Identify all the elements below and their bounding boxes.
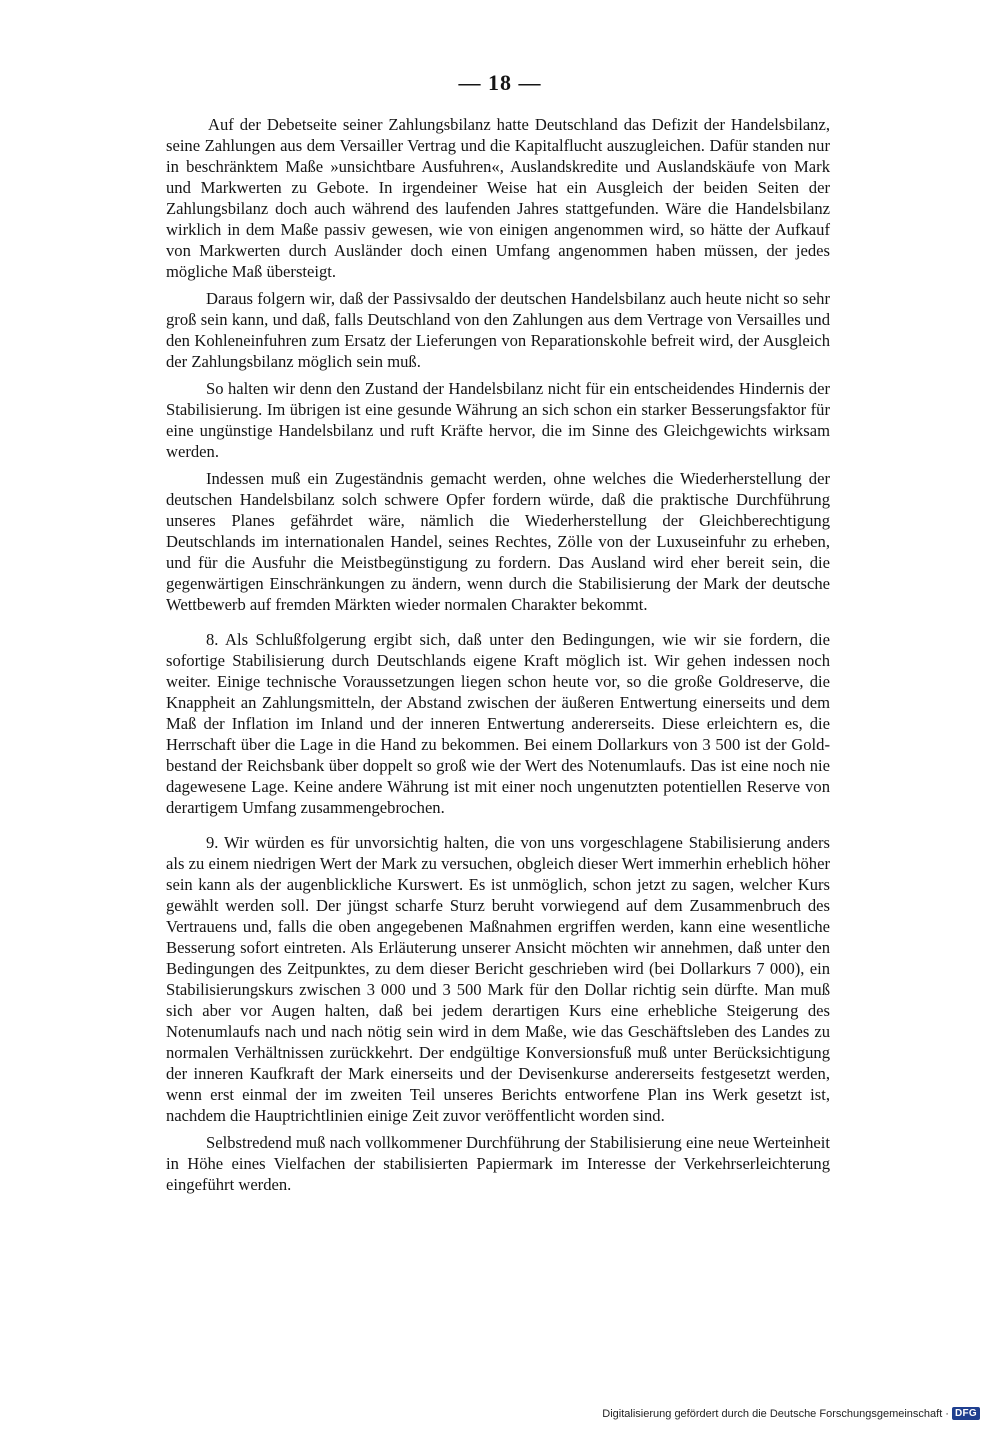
- body-text: [166, 114, 830, 1201]
- paragraph-2: Daraus folgern wir, daß der Passivsaldo der deutschen Handelsbilanz auch heute nicht so sehr groß sein kann, und daß, falls Deutschland von den Zahlungen aus dem Vertrage von Versailles und den Kohleneinfuhren zum Ersatz der Lieferungen von Reparationskohle befreit wird, der Ausgleich der Zahlungsbilanz möglich sein muß.: [166, 289, 830, 371]
- dfg-logo-icon: DFG: [952, 1407, 980, 1420]
- page-number: — 18 —: [458, 70, 542, 95]
- paragraph-1: Auf der Debetseite seiner Zahlungsbilanz hatte Deutschland das Defizit der Handelsbilanz, seine Zahlungen aus dem Versailler Vertrag und die Kapitalflucht auszugleichen. Dafür standen nur in beschränktem Maße »unsichtbare Ausfuhren«, Auslandskredite und Auslandskäufe von Mark und Markwerten zu Gebote. In irgendeiner Weise hat ein Ausgleich der beiden Seiten der Zahlungsbilanz doch auch während des laufenden Jahres stattgefunden. Wäre die Handelsbilanz wirklich in dem Maße passiv gewesen, wie von einigen angenommen wird, so hätte der Aufkauf von Markwerten durch Ausländer doch einen Umfang angenommen haben müssen, der jedes mögliche Maß übersteigt.: [166, 115, 830, 281]
- paragraph-3: So halten wir denn den Zustand der Handelsbilanz nicht für ein entscheidendes Hindernis der Stabilisierung. Im übrigen ist eine gesunde Währung an sich schon ein starker Besserungsfaktor für eine ungünstige Handelsbilanz und ruft Kräfte hervor, die im Sinne des Gleichgewichts wirksam werden.: [166, 379, 830, 461]
- paragraph-closing: Selbstredend muß nach vollkommener Durchführung der Stabilisierung eine neue Werteinheit in Höhe eines Vielfachen der stabilisierten Papiermark im Interesse der Verkehrserleichterung eingeführt werden.: [166, 1133, 830, 1194]
- paragraph-4: Indessen muß ein Zugeständnis gemacht werden, ohne welches die Wiederherstellung der deutschen Handelsbilanz solch schwere Opfer fordern würde, daß die praktische Durchführung unseres Planes gefährdet wäre, nämlich die Wiederherstellung der Gleichberechtigung Deutschlands im internationalen Handel, seines Rechtes, Zölle von der Luxuseinfuhr zu erheben, und für die Ausfuhr die Meistbegünstigung zu fordern. Das Ausland wird eher bereit sein, die gegenwärtigen Einschränkungen zu ändern, wenn durch die Stabilisierung der Mark der deutsche Wettbewerb auf fremden Märkten wieder normalen Charakter bekommt.: [166, 469, 830, 614]
- paragraph-section-8: 8. Als Schlußfolgerung ergibt sich, daß unter den Bedingungen, wie wir sie fordern, die sofortige Stabilisierung durch Deutschlands eigene Kraft möglich ist. Wir gehen indessen noch weiter. Einige technische Voraussetzungen liegen schon heute vor, so die große Goldreserve, die Knappheit an Zahlungsmitteln, der Abstand zwischen der äußeren Entwertung einerseits und dem Maß der Inflation im Inland und der inneren Entwertung andererseits. Diese erleichtern es, die Herrschaft über die Lage in die Hand zu bekommen. Bei einem Dollarkurs von 3 500 ist der Goldbestand der Reichsbank über doppelt so groß wie der Wert des Notenumlaufs. Das ist eine noch nie dagewesene Lage. Keine andere Währung ist mit einer noch ungenutzten potentiellen Reserve von derartigem Umfang zusammengebrochen.: [166, 630, 830, 817]
- paragraph-section-9: 9. Wir würden es für unvorsichtig halten, die von uns vorgeschlagene Stabilisierung anders als zu einem niedrigen Wert der Mark zu versuchen, obgleich dieser Wert immerhin erheblich höher sein kann als der augenblickliche Kurswert. Es ist unmöglich, schon jetzt zu sagen, welcher Kurs gewählt werden soll. Der jüngst scharfe Sturz beruht vorwiegend auf dem Zusammenbruch des Vertrauens und, falls die oben angegebenen Maßnahmen ergriffen werden, kann eine wesentliche Besserung sofort eintreten. Als Erläuterung unserer Ansicht möchten wir annehmen, daß unter den Bedingungen des Zeitpunktes, zu dem dieser Bericht geschrieben wird (bei Dollarkurs 7 000), ein Stabilisierungskurs zwischen 3 000 und 3 500 Mark für den Dollar richtig sein dürfte. Man muß sich aber vor Augen halten, daß bei jedem derartigen Kurs eine erhebliche Steigerung des Notenumlaufs nach und nach nötig sein wird in dem Maße, wie das Geschäftsleben des Landes zu normalen Verhältnissen zurückkehrt. Der endgültige Konversionsfuß muß unter Berücksichtigung der inneren Kaufkraft der Mark einerseits und der Devisenkurse andererseits festgesetzt werden, wenn erst einmal der im zweiten Teil unseres Berichts entworfene Plan ins Werk gesetzt ist, nachdem die Hauptrichtlinien einige Zeit zuvor veröffentlicht worden sind.: [166, 833, 830, 1125]
- digitization-credit-text: Digitalisierung gefördert durch die Deutsche Forschungsgemeinschaft ·: [602, 1407, 949, 1420]
- digitization-credit: [602, 1407, 980, 1420]
